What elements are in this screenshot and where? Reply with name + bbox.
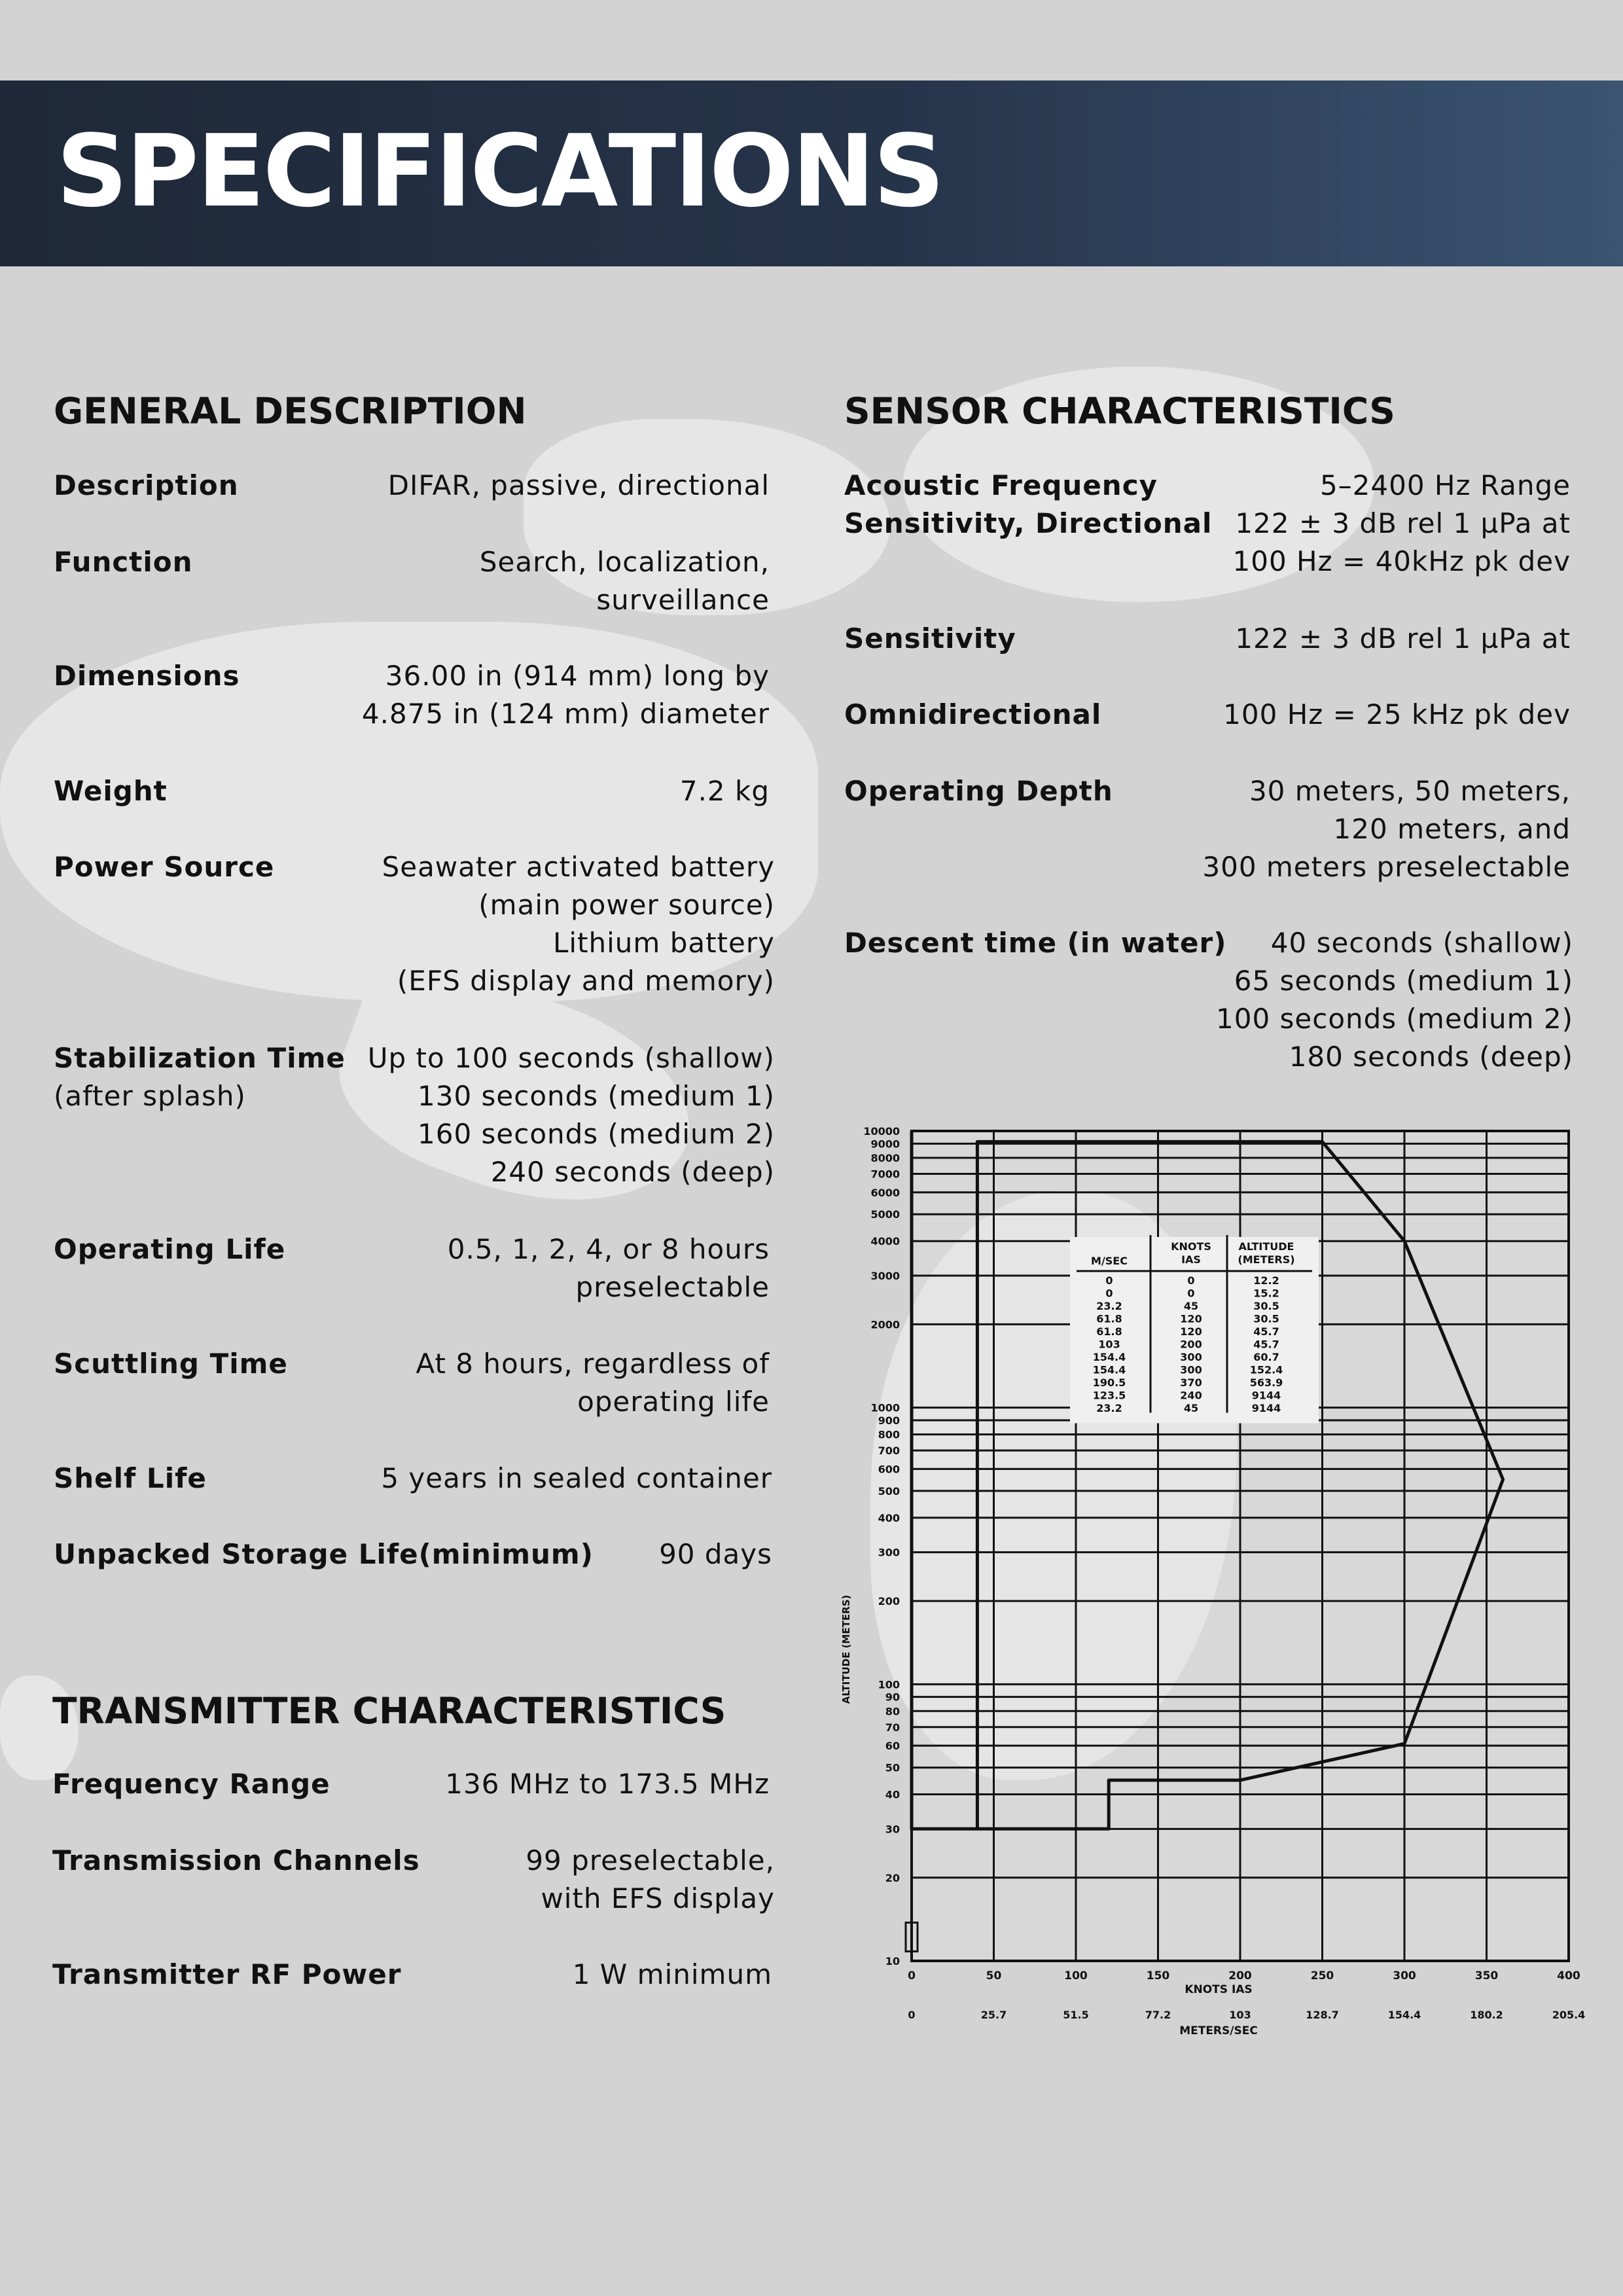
chart-data-table <box>1070 1235 1319 1424</box>
chart-y-tick-label: 2000 <box>870 1318 900 1331</box>
spec-value: 122 ± 3 dB rel 1 µPa at <box>1235 622 1571 655</box>
chart-table-header: (METERS) <box>1238 1253 1295 1266</box>
spec-value: DIFAR, passive, directional <box>387 469 770 501</box>
chart-x-tick-label: 100 <box>1064 1969 1088 1982</box>
spec-label: Unpacked Storage Life(minimum) <box>54 1538 594 1570</box>
chart-y-tick-label: 400 <box>878 1511 900 1524</box>
spec-value: Seawater activated battery (main power source) Lithium battery (EFS display and memory) <box>382 851 775 997</box>
chart-y-tick-label: 10000 <box>863 1125 900 1138</box>
chart-y-tick-label: 70 <box>885 1721 900 1734</box>
chart-x2-tick-label: 180.2 <box>1470 2009 1503 2021</box>
chart-x-tick-label: 350 <box>1474 1969 1499 1982</box>
chart-y-tick-label: 6000 <box>870 1186 900 1199</box>
chart-table-cell: 23.2 <box>1096 1402 1122 1414</box>
chart-table-cell: 190.5 <box>1092 1376 1126 1389</box>
chart-x2-axis-label: METERS/SEC <box>1179 2024 1258 2037</box>
spec-label: Operating Life <box>54 1233 286 1265</box>
spec-value: 0.5, 1, 2, 4, or 8 hours preselectable <box>447 1233 770 1303</box>
spec-value: At 8 hours, regardless of operating life <box>416 1348 770 1418</box>
chart-table-cell: 200 <box>1180 1338 1202 1351</box>
chart-y-tick-label: 40 <box>885 1788 900 1801</box>
chart-x2-tick-label: 128.7 <box>1306 2009 1339 2021</box>
chart-y-tick-label: 20 <box>885 1871 900 1884</box>
chart-y-tick-label: 5000 <box>870 1208 900 1221</box>
chart-y-tick-label: 10 <box>885 1955 900 1967</box>
chart-y-tick-label: 1000 <box>870 1401 900 1414</box>
chart-x-tick-label: 300 <box>1393 1969 1416 1982</box>
spec-value: 5–2400 Hz Range 122 ± 3 dB rel 1 µPa at 100 Hz = 40kHz pk dev <box>1232 469 1571 577</box>
spec-label: Dimensions <box>54 660 240 692</box>
general-description-title: GENERAL DESCRIPTION <box>54 390 527 432</box>
chart-table-cell: 61.8 <box>1096 1325 1122 1338</box>
chart-y-tick-labels <box>863 1125 900 1967</box>
chart-table-cell: 12.2 <box>1253 1274 1279 1287</box>
altitude-envelope-chart <box>838 1113 1597 2042</box>
chart-table-cell: 0 <box>1187 1274 1195 1287</box>
chart-table-cell: 120 <box>1180 1325 1202 1338</box>
chart-x-tick-label: 150 <box>1146 1969 1170 1982</box>
spec-value: 99 preselectable, with EFS display <box>526 1844 775 1914</box>
spec-value: 7.2 kg <box>679 775 770 807</box>
chart-table-cell: 123.5 <box>1092 1389 1126 1402</box>
chart-table-cell: 45.7 <box>1253 1325 1279 1338</box>
chart-y-tick-label: 200 <box>878 1595 900 1608</box>
spec-label: Stabilization Time <box>54 1042 346 1074</box>
chart-table-header: IAS <box>1181 1253 1201 1266</box>
page-header <box>0 81 1623 266</box>
chart-table-cell: 0 <box>1105 1287 1113 1300</box>
spec-value: 36.00 in (914 mm) long by 4.875 in (124 mm) diameter <box>361 660 770 730</box>
spec-value: 30 meters, 50 meters, 120 meters, and 300 meters preselectable <box>1202 775 1571 883</box>
chart-y-tick-label: 500 <box>878 1484 900 1498</box>
chart-table-header: KNOTS <box>1171 1240 1211 1253</box>
chart-table-cell: 45 <box>1183 1300 1199 1312</box>
chart-table-cell: 154.4 <box>1092 1363 1126 1376</box>
chart-y-tick-label: 90 <box>885 1691 900 1704</box>
chart-table-cell: 30.5 <box>1253 1300 1279 1312</box>
chart-table-cell: 9144 <box>1251 1389 1281 1402</box>
spec-value: 1 W minimum <box>572 1958 772 1990</box>
chart-y-tick-label: 60 <box>885 1740 900 1753</box>
chart-x-tick-label: 250 <box>1310 1969 1334 1982</box>
spec-label: Power Source <box>54 851 275 883</box>
spec-label: Function <box>54 546 193 578</box>
chart-y-tick-label: 3000 <box>870 1270 900 1283</box>
chart-table-cell: 300 <box>1180 1351 1202 1363</box>
chart-table-cell: 0 <box>1105 1274 1113 1287</box>
spec-value: Search, localization, surveillance <box>479 546 770 616</box>
chart-table-cell: 120 <box>1180 1312 1202 1325</box>
chart-y-tick-label: 700 <box>878 1444 900 1458</box>
chart-table-cell: 240 <box>1180 1389 1202 1402</box>
chart-table-cell: 563.9 <box>1249 1376 1283 1389</box>
chart-table-cell: 103 <box>1098 1338 1120 1351</box>
chart-x2-tick-label: 0 <box>908 2009 916 2021</box>
spec-label: Description <box>54 469 239 501</box>
chart-y-axis-label: ALTITUDE (METERS) <box>840 1594 852 1704</box>
chart-y-tick-label: 50 <box>885 1761 900 1774</box>
chart-table-cell: 23.2 <box>1096 1300 1122 1312</box>
spec-label: Omnidirectional <box>844 698 1102 730</box>
chart-y-tick-label: 900 <box>878 1414 900 1427</box>
chart-x-tick-label: 200 <box>1228 1969 1252 1982</box>
chart-y-tick-label: 30 <box>885 1823 900 1836</box>
chart-x2-tick-label: 77.2 <box>1145 2009 1171 2021</box>
spec-sublabel: (after splash) <box>54 1080 246 1112</box>
chart-x-tick-label: 400 <box>1557 1969 1580 1982</box>
chart-y-tick-label: 7000 <box>870 1168 900 1181</box>
chart-x-tick-label: 50 <box>986 1969 1002 1982</box>
chart-table-cell: 370 <box>1180 1376 1202 1389</box>
chart-table-cell: 300 <box>1180 1363 1202 1376</box>
chart-table-cell: 9144 <box>1251 1402 1281 1414</box>
chart-table-cell: 60.7 <box>1253 1351 1279 1363</box>
spec-value: 90 days <box>659 1538 772 1570</box>
spec-label: Descent time (in water) <box>844 927 1227 959</box>
spec-label: Acoustic Frequency Sensitivity, Directional <box>844 469 1213 539</box>
chart-y-tick-label: 100 <box>878 1678 900 1691</box>
chart-x2-tick-labels <box>908 2009 1585 2021</box>
spec-value: 5 years in sealed container <box>381 1462 772 1494</box>
spec-label: Transmission Channels <box>52 1844 420 1876</box>
chart-x-axis-label: KNOTS IAS <box>1185 1983 1253 1996</box>
chart-table-cell: 15.2 <box>1253 1287 1279 1300</box>
spec-value: 136 MHz to 173.5 MHz <box>445 1768 770 1800</box>
chart-x2-tick-label: 103 <box>1229 2009 1251 2021</box>
spec-value: 100 Hz = 25 kHz pk dev <box>1223 698 1571 730</box>
spec-label: Transmitter RF Power <box>52 1958 402 1990</box>
chart-x2-tick-label: 25.7 <box>980 2009 1007 2021</box>
spec-label: Frequency Range <box>52 1768 330 1800</box>
chart-x2-tick-label: 154.4 <box>1387 2009 1421 2021</box>
chart-table-cell: 30.5 <box>1253 1312 1279 1325</box>
spec-value: Up to 100 seconds (shallow) 130 seconds (medium 1) 160 seconds (medium 2) 240 seconds (deep) <box>367 1042 775 1188</box>
chart-table-header: M/SEC <box>1091 1255 1128 1267</box>
chart-x2-tick-label: 205.4 <box>1552 2009 1586 2021</box>
chart-y-tick-label: 4000 <box>870 1235 900 1248</box>
chart-x2-tick-label: 51.5 <box>1063 2009 1089 2021</box>
spec-label: Sensitivity <box>844 622 1016 655</box>
chart-y-tick-label: 300 <box>878 1546 900 1559</box>
chart-y-tick-label: 8000 <box>870 1151 900 1164</box>
transmitter-characteristics-title: TRANSMITTER CHARACTERISTICS <box>52 1690 726 1732</box>
chart-table-cell: 45 <box>1183 1402 1199 1414</box>
chart-table-header: ALTITUDE <box>1238 1240 1294 1253</box>
chart-table-cell: 45.7 <box>1253 1338 1279 1351</box>
spec-label: Weight <box>54 775 168 807</box>
page-title: SPECIFICATIONS <box>56 113 943 229</box>
chart-y-tick-label: 9000 <box>870 1138 900 1151</box>
spec-label: Operating Depth <box>844 775 1113 807</box>
chart-y-tick-label: 80 <box>885 1705 900 1718</box>
spec-label: Scuttling Time <box>54 1348 288 1380</box>
sensor-characteristics-title: SENSOR CHARACTERISTICS <box>844 390 1395 432</box>
spec-value: 40 seconds (shallow) 65 seconds (medium 1) 100 seconds (medium 2) 180 seconds (deep) <box>1216 927 1573 1073</box>
chart-x-tick-labels <box>908 1969 1580 1982</box>
chart-table-cell: 152.4 <box>1249 1363 1283 1376</box>
chart-table-cell: 0 <box>1187 1287 1195 1300</box>
chart-y-tick-label: 800 <box>878 1428 900 1441</box>
chart-x-tick-label: 0 <box>908 1969 916 1982</box>
spec-label: Shelf Life <box>54 1462 207 1494</box>
chart-y-tick-label: 600 <box>878 1463 900 1476</box>
chart-table-cell: 154.4 <box>1092 1351 1126 1363</box>
chart-table-cell: 61.8 <box>1096 1312 1122 1325</box>
